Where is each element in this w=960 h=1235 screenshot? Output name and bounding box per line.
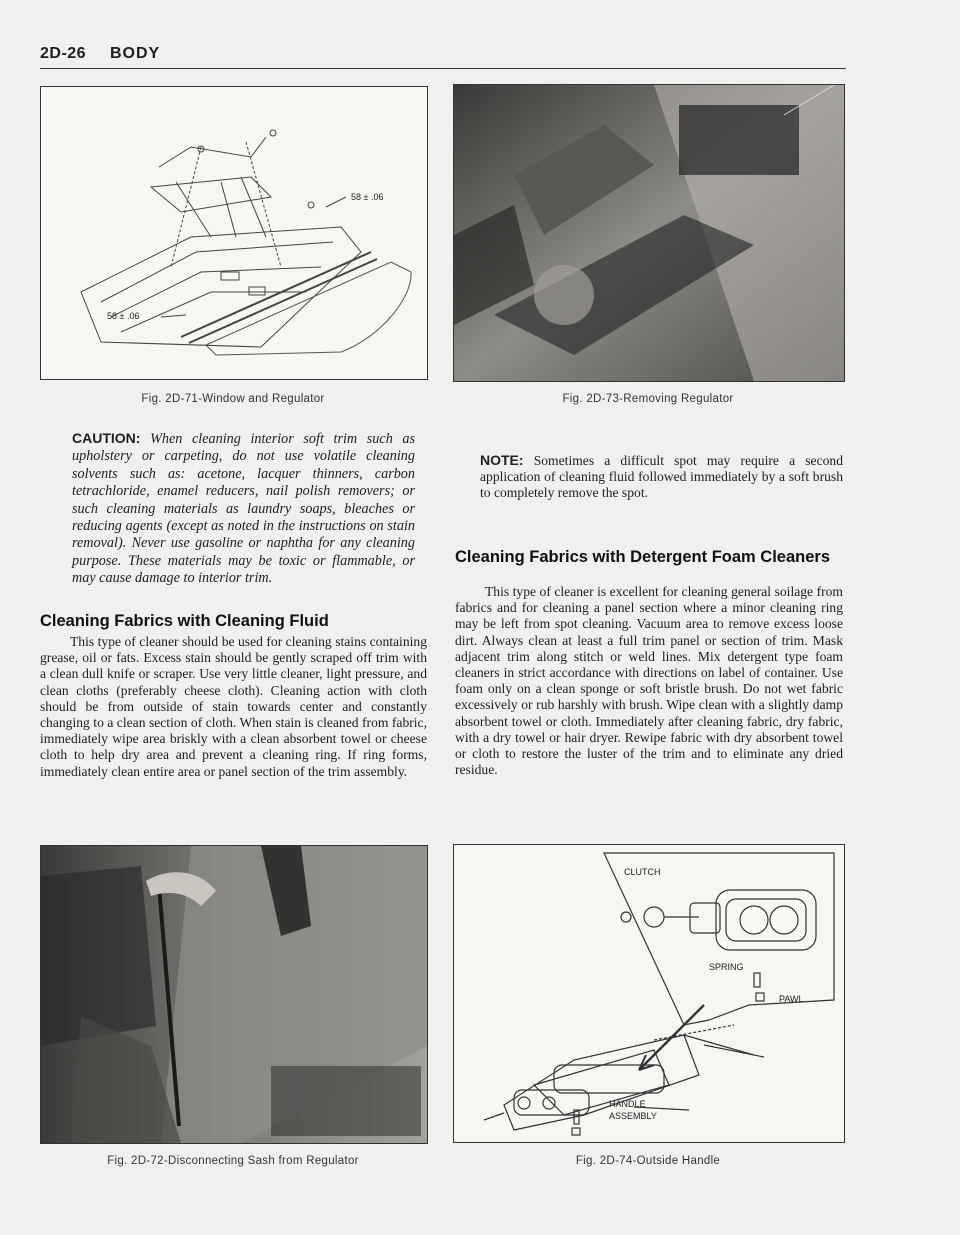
- label-spring: SPRING: [709, 962, 744, 972]
- page-header: [40, 42, 846, 69]
- section-title: BODY: [110, 45, 161, 62]
- dimension-label-bottom: 58 ± .06: [107, 311, 140, 321]
- caution-label: CAUTION:: [72, 430, 141, 446]
- caution-paragraph: [72, 430, 415, 588]
- note-text: Sometimes a difficult spot may require a second application of cleaning fluid followed immediately by a soft brush to completely remove the spot.: [480, 453, 843, 501]
- cleaning-fluid-body: [40, 634, 427, 780]
- caption-fig-74: Fig. 2D-74-Outside Handle: [575, 1155, 721, 1167]
- heading-detergent-foam: Cleaning Fabrics with Detergent Foam Cleaners: [455, 548, 831, 566]
- caption-fig-71: Fig. 2D-71-Window and Regulator: [141, 393, 325, 405]
- dimension-label-top: 58 ± .06: [351, 192, 384, 202]
- page-number: 2D-26: [40, 45, 87, 62]
- disconnecting-sash-photo: [41, 846, 427, 1143]
- cleaning-fluid-text: This type of cleaner should be used for cleaning stains containing grease, oil or fats. Excess stain should be gently scraped off trim with a clean dull knife or scraper. Use very little cleaner, light pressure, and clean cloths (preferably cheese cloth). Cleaning action with cloth should be from outside of stain towards center and constantly changing to a clean section of cloth. When stain is cleaned from fabric, immediately wipe area briskly with a clean absorbent towel or cheese cloth to help dry area and prevent a cleaning ring. If ring forms, immediately clean entire area or panel section of the trim assembly.: [40, 634, 427, 779]
- heading-cleaning-fluid: Cleaning Fabrics with Cleaning Fluid: [40, 612, 329, 630]
- figure-removing-regulator: [453, 84, 845, 382]
- detergent-foam-body: [455, 584, 843, 778]
- detergent-foam-text: This type of cleaner is excellent for cleaning general soilage from fabrics and for cleaning a panel section where a minor cleaning ring may be left from spot cleaning. Vacuum area to remove excess loose dirt. Always clean at least a full trim panel or section of trim. Mask adjacent trim along stitch or weld lines. Mix detergent type foam cleaners in strict accordance with directions on label of container. Use foam only on a clean sponge or soft bristle brush. Do not wet fabric excessively or rub harshly with brush. Wipe clean with a slightly damp absorbent towel or cloth. Immediately after cleaning fabric, dry fabric, with a dry towel or hair dryer. Rewipe fabric with dry absorbent towel or cloth to restore the luster of the trim and to eliminate any dried residue.: [455, 584, 843, 778]
- window-regulator-diagram: [41, 87, 427, 379]
- caption-fig-73: Fig. 2D-73-Removing Regulator: [562, 393, 734, 405]
- figure-window-regulator: [40, 86, 428, 380]
- caption-fig-72: Fig. 2D-72-Disconnecting Sash from Regulator: [107, 1155, 359, 1167]
- label-pawl: PAWL: [779, 994, 804, 1004]
- note-label: NOTE:: [480, 452, 524, 468]
- figure-disconnecting-sash: [40, 845, 428, 1144]
- label-handle: HANDLE: [609, 1099, 646, 1109]
- note-paragraph: [480, 452, 843, 502]
- caution-text: When cleaning interior soft trim such as upholstery or carpeting, do not use volatile cleaning solvents such as: acetone, lacquer thinners, carbon tetrachloride, enamel reducers, nail polish removers; or such cleaning materials as laundry soaps, bleaches or reducing agents (except as noted in the instructions on stain removal). Never use gasoline or naphtha for any cleaning purpose. These materials may be toxic or flammable, or may cause damage to interior trim.: [72, 431, 416, 587]
- outside-handle-diagram: [454, 845, 844, 1142]
- label-clutch: CLUTCH: [624, 867, 661, 877]
- figure-outside-handle: [453, 844, 845, 1143]
- removing-regulator-photo: [454, 85, 844, 381]
- label-assembly: ASSEMBLY: [609, 1111, 657, 1121]
